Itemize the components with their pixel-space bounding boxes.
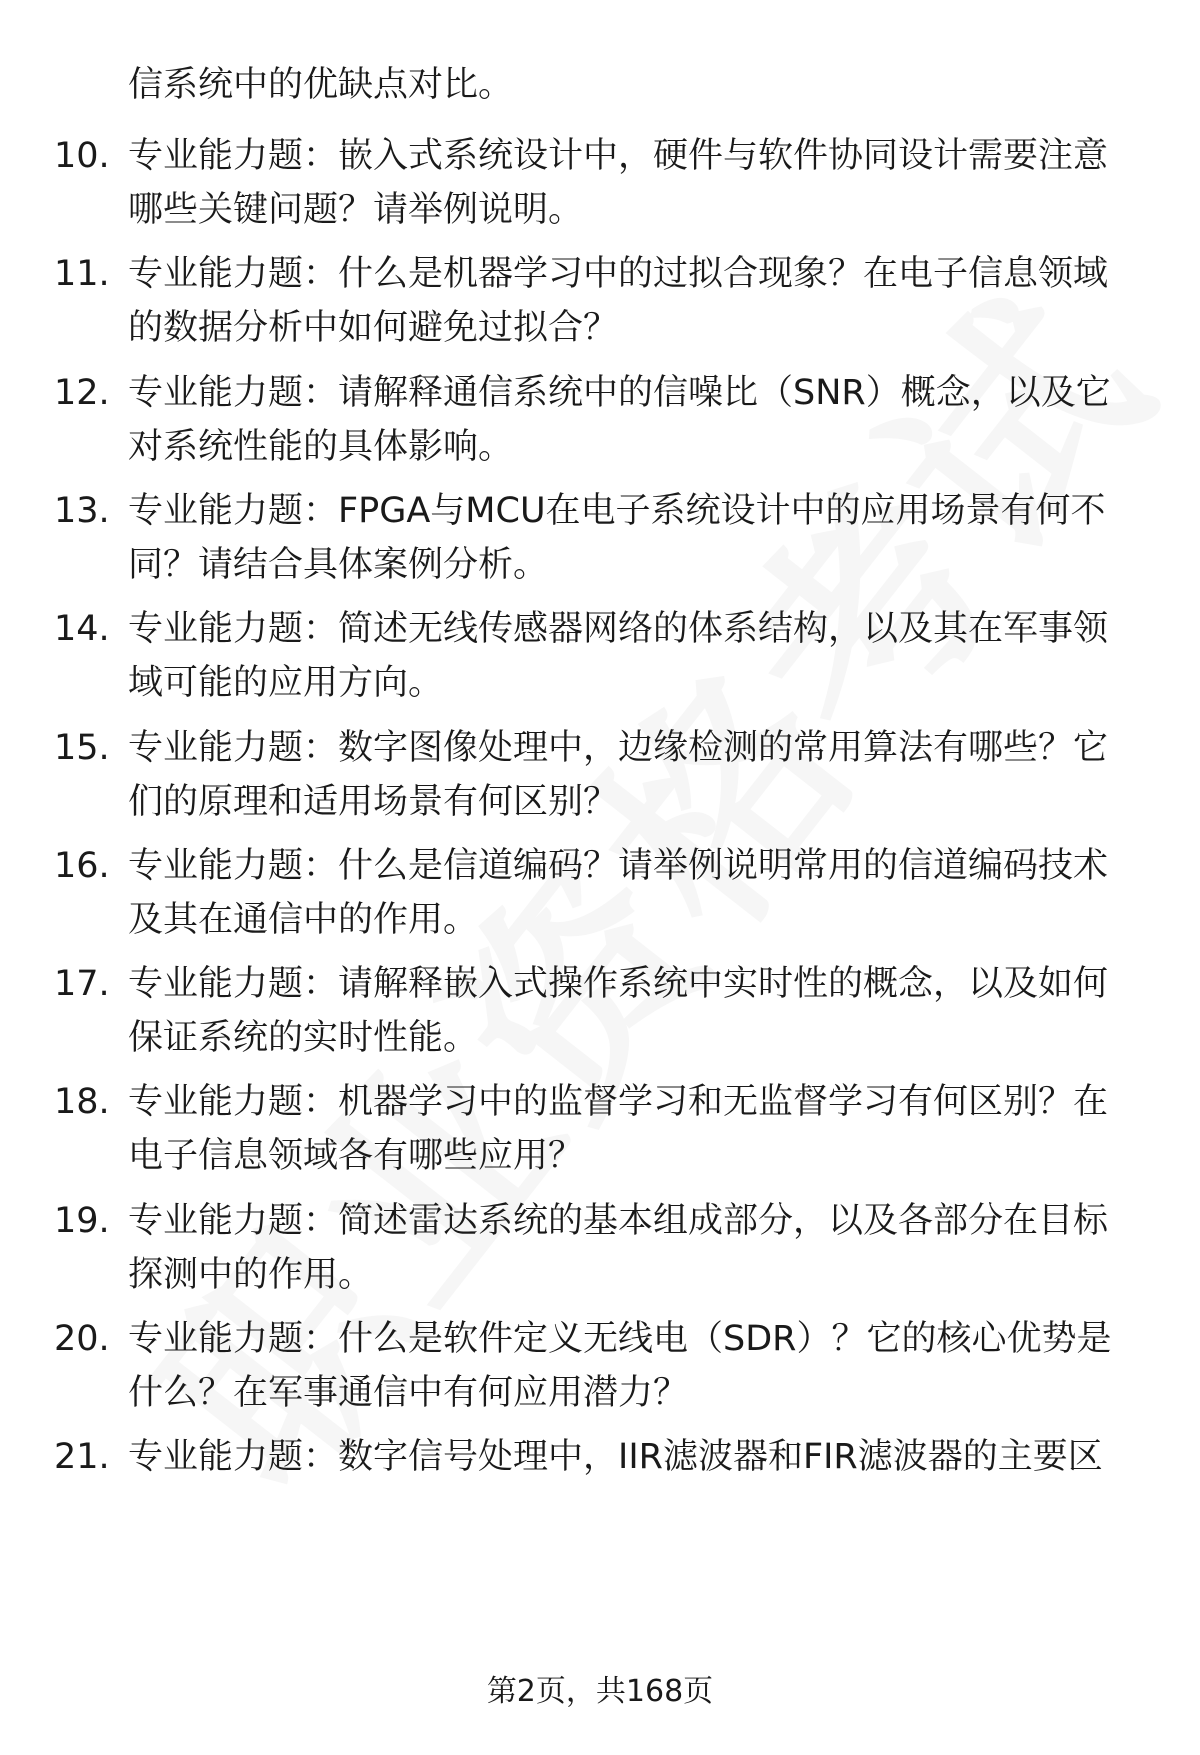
question-text-line: 专业能力题：数字信号处理中，IIR滤波器和FIR滤波器的主要区 [128,1437,1103,1477]
continuation-text: 信系统中的优缺点对比。 [128,65,514,105]
question-text-line: 域可能的应用方向。 [128,663,444,703]
question-text-line: 专业能力题：简述无线传感器网络的体系结构，以及其在军事领 [128,609,1109,649]
question-text [128,1194,1138,1302]
question-text-line: 保证系统的实时性能。 [128,1018,479,1058]
question-text-line: 的数据分析中如何避免过拟合？ [128,308,619,348]
question-number: 18. [54,1082,110,1122]
question-number: 11. [54,254,110,294]
question-text-line: 什么？在军事通信中有何应用潜力？ [128,1373,689,1413]
question-text-line: 专业能力题：FPGA与MCU在电子系统设计中的应用场景有何不 [128,491,1106,531]
question-number: 20. [54,1319,110,1359]
question-number: 19. [54,1201,110,1241]
question-text-line: 们的原理和适用场景有何区别？ [128,782,619,822]
question-text [128,1312,1138,1420]
question-text-line: 哪些关键问题？请举例说明。 [128,190,584,230]
question-text [128,366,1138,474]
question-text-line: 专业能力题：简述雷达系统的基本组成部分，以及各部分在目标 [128,1201,1109,1241]
question-number: 15. [54,728,110,768]
question-text [128,247,1138,355]
question-number: 21. [54,1437,110,1477]
question-text-line: 探测中的作用。 [128,1255,374,1295]
question-text-line: 专业能力题：什么是信道编码？请举例说明常用的信道编码技术 [128,846,1109,886]
question-text-line: 专业能力题：嵌入式系统设计中，硬件与软件协同设计需要注意 [128,136,1109,176]
question-text-line: 专业能力题：机器学习中的监督学习和无监督学习有何区别？在 [128,1082,1109,1122]
question-text [128,602,1138,710]
question-text [128,484,1138,592]
question-number: 10. [54,136,110,176]
question-text-line: 专业能力题：什么是软件定义无线电（SDR）？它的核心优势是 [128,1319,1112,1359]
question-text-line: 专业能力题：请解释通信系统中的信噪比（SNR）概念，以及它 [128,373,1111,413]
question-text-line: 同？请结合具体案例分析。 [128,545,549,585]
question-text-line: 专业能力题：什么是机器学习中的过拟合现象？在电子信息领域 [128,254,1109,294]
question-number: 12. [54,373,110,413]
question-text [128,839,1138,947]
question-text [128,1075,1138,1183]
question-text-line: 专业能力题：请解释嵌入式操作系统中实时性的概念，以及如何 [128,964,1109,1004]
question-number: 14. [54,609,110,649]
question-text-line: 专业能力题：数字图像处理中，边缘检测的常用算法有哪些？它 [128,728,1109,768]
question-text-line: 及其在通信中的作用。 [128,900,479,940]
question-text [128,957,1138,1065]
question-text [128,129,1138,237]
question-text-line: 电子信息领域各有哪些应用？ [128,1136,584,1176]
question-text [128,1430,1138,1484]
question-text-line: 对系统性能的具体影响。 [128,427,514,467]
question-number: 17. [54,964,110,1004]
question-number: 13. [54,491,110,531]
question-text [128,721,1138,829]
question-number: 16. [54,846,110,886]
page-footer: 第2页，共168页 [486,1674,714,1709]
